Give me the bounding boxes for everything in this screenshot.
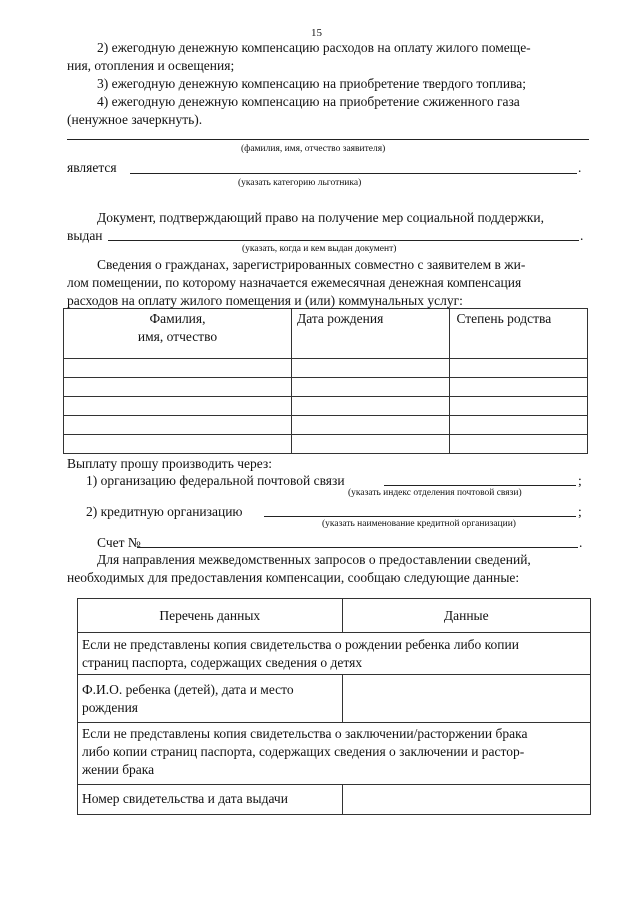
payment-option-2: 2) кредитную организацию	[86, 504, 243, 519]
issued-caption: (указать, когда и кем выдан документ)	[242, 244, 397, 254]
header-data-list: Перечень данных	[78, 599, 343, 633]
interagency-table	[77, 598, 591, 815]
credit-org-field[interactable]	[264, 516, 576, 517]
row-marriage-certificate	[78, 723, 591, 785]
credit-org-caption: (указать наименование кредитной организации)	[322, 519, 516, 529]
header-relation-label: Степень родства	[456, 311, 552, 326]
account-field[interactable]	[137, 547, 578, 548]
certificate-number-value[interactable]	[342, 785, 590, 815]
header-relation	[450, 309, 588, 359]
item-4-line-1: 4) ежегодную денежную компенсацию на приобретение сжиженного газа	[97, 94, 520, 109]
residents-intro-2: лом помещении, по которому назначается ежемесячная денежная компенсация	[67, 275, 522, 290]
row-certificate-number: Номер свидетельства и дата выдачи	[78, 785, 343, 815]
issued-end: .	[580, 228, 584, 243]
row-3-line-3: жении брака	[82, 762, 155, 777]
table-row[interactable]	[64, 378, 588, 397]
account-end: .	[579, 535, 583, 550]
header-name	[64, 309, 292, 359]
row-child-info	[78, 675, 343, 723]
table-row[interactable]	[64, 416, 588, 435]
table-row[interactable]	[64, 359, 588, 378]
account-label: Счет №	[97, 535, 141, 550]
child-info-value[interactable]	[342, 675, 590, 723]
row-1-line-1: Если не представлены копия свидетельства о рождении ребенка либо копии	[82, 637, 519, 652]
header-birthdate	[292, 309, 450, 359]
payment-title: Выплату прошу производить через:	[67, 456, 272, 471]
residents-table	[63, 308, 588, 454]
issued-field[interactable]	[108, 240, 579, 241]
row-birth-certificate	[78, 633, 591, 675]
item-2-line-2: ния, отопления и освещения;	[67, 58, 235, 73]
interagency-intro-1: Для направления межведомственных запросов о предоставлении сведений,	[97, 552, 531, 567]
post-office-field[interactable]	[384, 485, 576, 486]
beneficiary-category-field[interactable]	[130, 173, 577, 174]
page-number: 15	[311, 27, 322, 39]
header-name-line-2: имя, отчество	[137, 329, 218, 344]
payment-option-1-end: ;	[578, 473, 582, 488]
header-birthdate-label: Дата рождения	[297, 311, 384, 326]
row-2-line-1: Ф.И.О. ребенка (детей), дата и место	[82, 682, 294, 697]
applicant-name-field[interactable]	[67, 139, 589, 140]
interagency-intro-2: необходимых для предоставления компенсации, сообщаю следующие данные:	[67, 570, 520, 585]
is-end: .	[578, 160, 582, 175]
row-2-line-2: рождения	[82, 700, 139, 715]
row-3-line-2: либо копии страниц паспорта, содержащих сведения о заключении и растор-	[82, 744, 525, 759]
header-data-values: Данные	[342, 599, 590, 633]
applicant-name-caption: (фамилия, имя, отчество заявителя)	[241, 144, 386, 154]
post-office-caption: (указать индекс отделения почтовой связи)	[348, 488, 522, 498]
residents-intro-1: Сведения о гражданах, зарегистрированных совместно с заявителем в жи-	[97, 257, 526, 272]
header-name-line-1: Фамилия,	[149, 311, 206, 326]
is-label: является	[67, 160, 117, 175]
item-3: 3) ежегодную денежную компенсацию на приобретение твердого топлива;	[97, 76, 527, 91]
document-line-1: Документ, подтверждающий право на получение мер социальной поддержки,	[97, 210, 545, 225]
row-3-line-1: Если не представлены копия свидетельства о заключении/расторжении брака	[82, 726, 528, 741]
residents-intro-3: расходов на оплату жилого помещения и (или) коммунальных услуг:	[67, 293, 463, 308]
issued-label: выдан	[67, 228, 103, 243]
payment-option-1: 1) организацию федеральной почтовой связи	[86, 473, 345, 488]
payment-option-2-end: ;	[578, 504, 582, 519]
table-row[interactable]	[64, 435, 588, 454]
row-1-line-2: страниц паспорта, содержащих сведения о детях	[82, 655, 363, 670]
item-2-line-1: 2) ежегодную денежную компенсацию расходов на оплату жилого помеще-	[97, 40, 531, 55]
item-4-line-2: (ненужное зачеркнуть).	[67, 112, 203, 127]
table-row[interactable]	[64, 397, 588, 416]
category-caption: (указать категорию льготника)	[238, 178, 362, 188]
